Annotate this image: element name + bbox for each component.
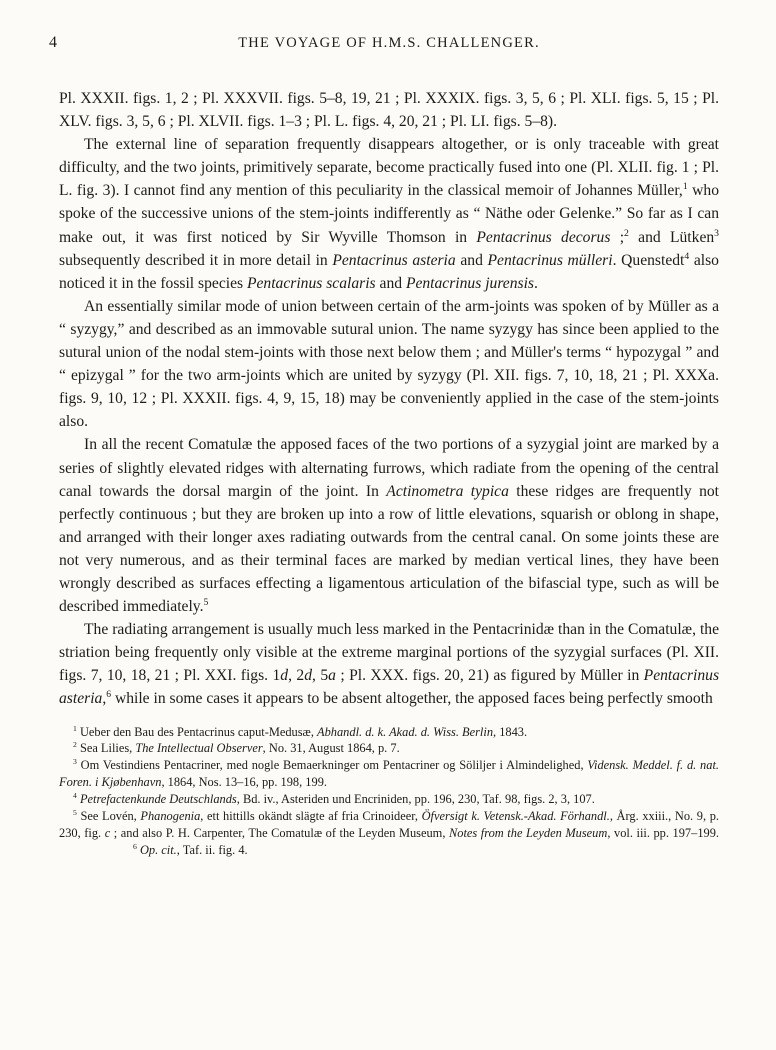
footnote-marker: 5: [203, 596, 209, 608]
footnote: [59, 791, 719, 808]
text-run: Pentacrinus scalaris: [246, 274, 376, 292]
paragraph: [59, 87, 719, 133]
text-run: Abhandl. d. k. Akad. d. Wiss. Berlin: [317, 724, 494, 739]
footnote-marker: 5: [73, 807, 77, 817]
footnote-marker: 1: [73, 723, 77, 733]
footnote-marker: 4: [684, 250, 690, 262]
body-text: [59, 87, 719, 711]
text-run: Pentacrinus asteria: [59, 667, 720, 708]
text-run: The radiating arrangement is usually much less marked in the Pentacrinidæ than in the Comatulæ, the striation being frequently only visible at the extreme marginal portions of the syzygial surfaces (Pl. XII. figs. 7, 10, 18, 21 ; Pl. XXI. figs. 1: [59, 621, 719, 685]
text-run: and: [455, 251, 488, 269]
text-run: Actinometra typica: [386, 482, 509, 500]
text-run: In all the recent Comatulæ the apposed faces of the two portions of a syzygial joint are marked by a series of slightly elevated ridges with alternating furrows, which radiate from the opening of the central canal towards the dorsal margin of the joint. In: [59, 436, 719, 500]
text-run: d: [280, 667, 289, 685]
footnote-marker: 4: [73, 791, 77, 801]
text-run: , vol. iii. pp. 197–199.: [607, 825, 720, 840]
text-run: See Lovén,: [76, 809, 141, 824]
text-run: and: [375, 274, 406, 292]
text-run: The external line of separation frequently disappears altogether, or is only traceable with great difficulty, and the two joints, primitively separate, become practically fused into one (Pl. XLII. fig. 1 ; Pl. L. fig. 3). I cannot find any mention of this peculiarity in the classical memoir of Johannes Müller,: [59, 136, 719, 200]
footnote-marker: 3: [73, 757, 77, 767]
text-run: , 1864, Nos. 13–16, pp. 198, 199.: [161, 775, 327, 790]
footnotes: [59, 724, 719, 859]
text-run: ,: [102, 690, 107, 708]
text-run: Phanogenia: [140, 809, 201, 824]
text-run: Om Vestindiens Pentacriner, med nogle Bemaerkninger om Pentacriner og Söliljer i Almindelighed,: [76, 758, 588, 773]
text-run: while in some cases it appears to be absent altogether, the apposed faces being perfectly smooth: [111, 690, 713, 708]
text-run: a: [328, 667, 336, 685]
text-run: . Quenstedt: [612, 251, 685, 269]
text-run: subsequently described it in more detail in: [59, 251, 333, 269]
footnote-marker: 1: [682, 181, 688, 193]
text-run: d: [304, 667, 313, 685]
text-run: Öfversigt k. Vetensk.-Akad. Förhandl.: [421, 809, 610, 824]
text-run: Petrefactenkunde Deutschlands: [79, 792, 237, 807]
text-run: ; Pl. XXX. figs. 20, 21) as figured by Müller in: [335, 667, 644, 685]
paragraph: [59, 433, 719, 618]
text-run: , 2: [288, 667, 305, 685]
text-run: Ueber den Bau des Pentacrinus caput-Medusæ,: [76, 724, 318, 739]
footnote-marker: 6: [106, 689, 112, 701]
footnote-marker: 2: [73, 740, 77, 750]
text-run: , Bd. iv., Asteriden und Encriniden, pp. 196, 230, Taf. 98, figs. 2, 3, 107.: [236, 792, 595, 807]
text-run: Pentacrinus decorus: [476, 228, 611, 246]
footnote-marker: 3: [714, 227, 719, 239]
text-run: also noticed it in the fossil species: [59, 251, 719, 292]
text-run: Pl. XXXII. figs. 1, 2 ; Pl. XXXVII. figs. 5–8, 19, 21 ; Pl. XXXIX. figs. 3, 5, 6 ; Pl. XLI. figs. 5, 15 ; Pl. XLV. figs. 3, 5, 6 ; Pl. XLVII. figs. 1–3 ; Pl. L. figs. 4, 20, 21 ; Pl. LI. figs. 5–8).: [59, 90, 719, 131]
text-run: Pentacrinus mülleri: [487, 251, 613, 269]
footnote-marker: 2: [624, 227, 629, 239]
text-run: , 5: [312, 667, 329, 685]
text-run: Pentacrinus asteria: [332, 251, 456, 269]
footnote-marker: 6: [133, 841, 137, 851]
footnote: [59, 724, 719, 741]
text-run: , No. 31, August 1864, p. 7.: [262, 741, 400, 756]
text-run: Notes from the Leyden Museum: [449, 825, 608, 840]
footnote: [59, 757, 719, 791]
running-header-title: THE VOYAGE OF H.M.S. CHALLENGER.: [238, 35, 540, 51]
footnote: [59, 843, 248, 857]
paragraph: [59, 618, 719, 710]
text-run: , Årg. xxiii., No. 9, p. 230, fig.: [59, 809, 719, 840]
text-run: c: [104, 825, 111, 840]
text-run: ; and also P. H. Carpenter, The Comatulæ of the Leyden Museum,: [110, 825, 449, 840]
running-head: [49, 34, 719, 56]
page-number: 4: [49, 34, 57, 51]
text-run: Vidensk. Meddel. f. d. nat. Foren. i Kjøbenhavn: [59, 758, 719, 790]
paragraph: [59, 133, 719, 295]
text-run: Pentacrinus jurensis: [405, 274, 534, 292]
paragraph: [59, 295, 719, 434]
text-run: ;: [610, 228, 625, 246]
text-run: , 1843.: [493, 724, 528, 739]
text-run: and Lütken: [628, 228, 715, 246]
text-run: who spoke of the successive unions of the stem-joints indifferently as “ Näthe oder Gelenke.” So far as I can make out, it was first noticed by Sir Wyville Thomson in: [59, 182, 719, 246]
text-run: , ett hittills okändt slägte af fria Crinoideer,: [200, 809, 422, 824]
text-run: .: [534, 274, 538, 292]
text-run: Sea Lilies,: [76, 741, 136, 756]
text-run: The Intellectual Observer: [135, 741, 263, 756]
footnote: [59, 740, 719, 757]
text-run: An essentially similar mode of union between certain of the arm-joints was spoken of by Müller as a “ syzygy,” and described as an immovable sutural union. The name syzygy has since been applied to the sutural union of the nodal stem-joints with those next below them ; and Müller's terms “ hypozygal ” and “ epizygal ” for the two arm-joints which are united by syzygy (Pl. XII. figs. 7, 10, 18, 21 ; Pl. XXXa. figs. 9, 10, 12 ; Pl. XXXII. figs. 4, 9, 15, 18) may be conveniently applied in the case of the stem-joints also.: [59, 297, 719, 431]
text-run: , Taf. ii. fig. 4.: [176, 842, 248, 857]
footnote: [59, 808, 719, 859]
text-run: these ridges are frequently not perfectly continuous ; but they are broken up into a row of little elevations, squarish or oblong in shape, and arranged with their longer axes radiating outwards from the central canal. On some joints these are not very numerous, and as their terminal faces are marked by median vertical lines, they have been wrongly described as surfaces effecting a ligamentous articulation of the bifascial type, such as will be described immediately.: [59, 482, 719, 616]
text-run: Op. cit.: [139, 842, 177, 857]
